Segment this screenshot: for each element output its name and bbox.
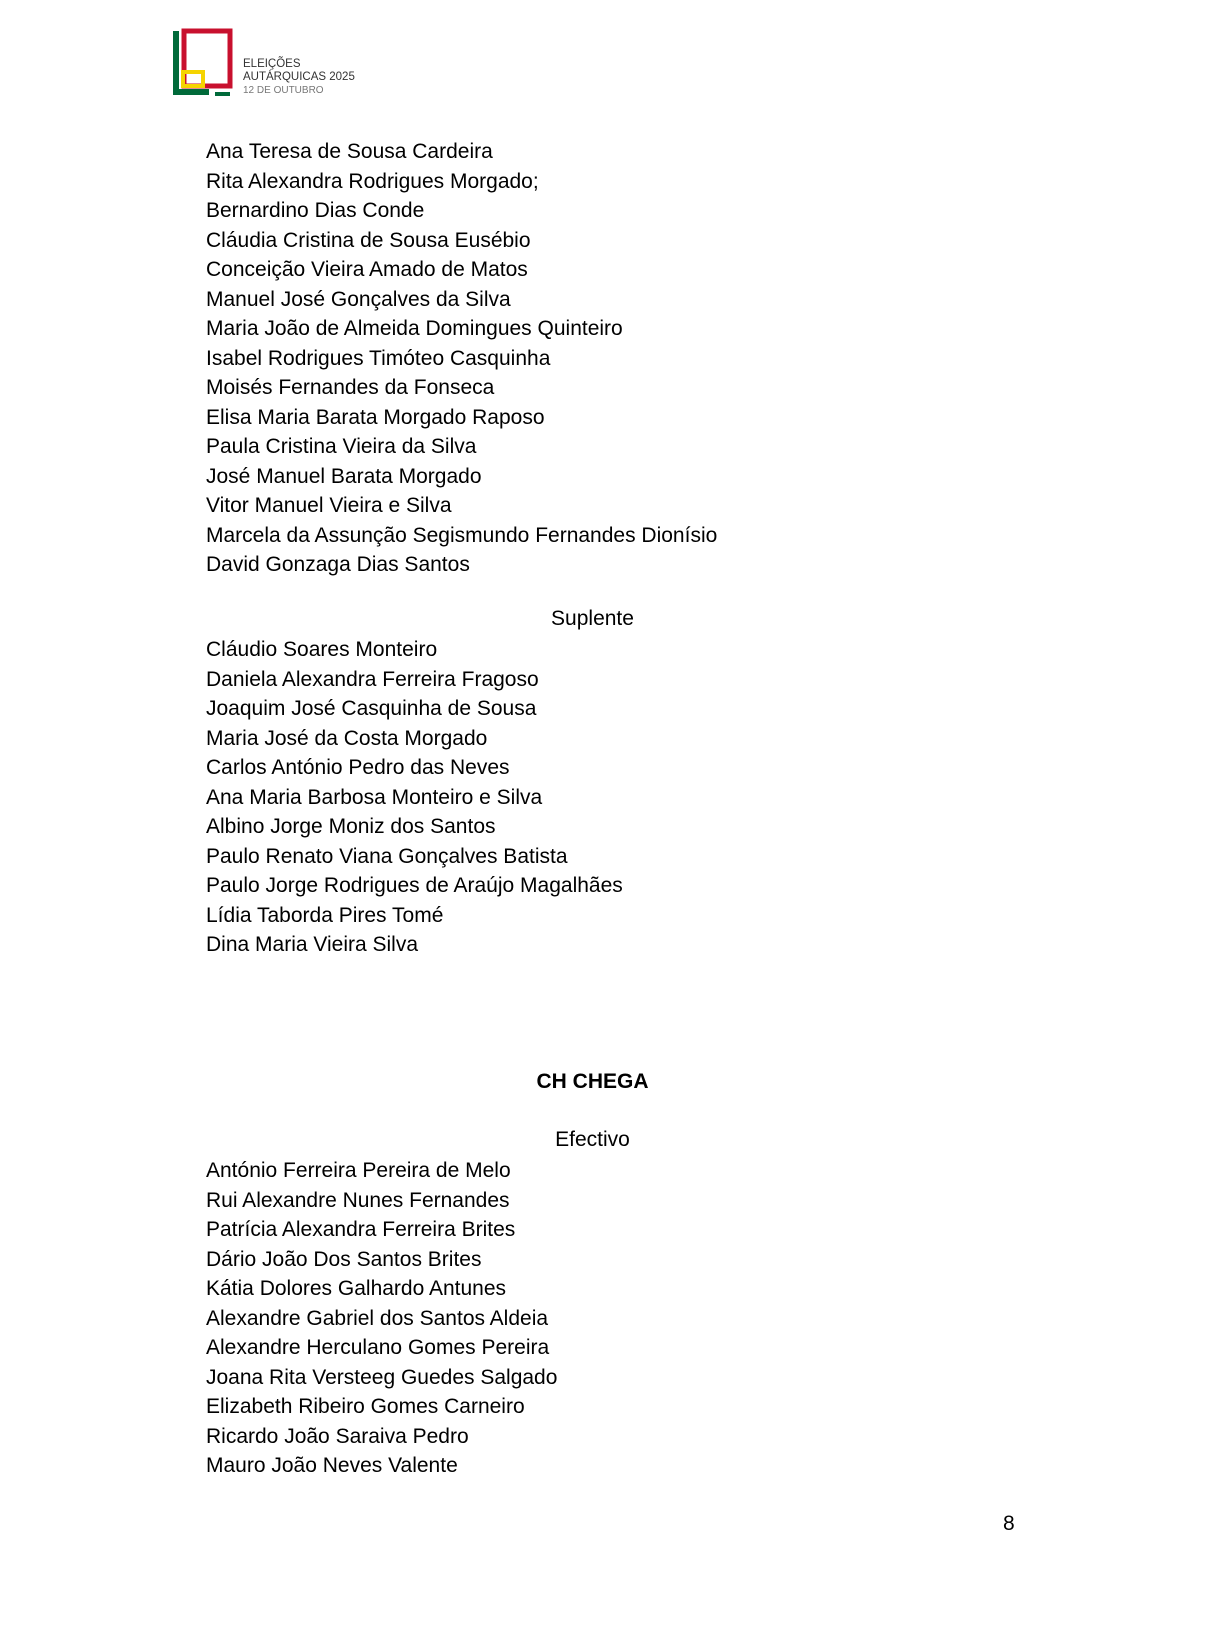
list-item: Ricardo João Saraiva Pedro [206, 1424, 469, 1448]
logo-line-1: ELEIÇÕES [243, 58, 301, 70]
list-item: Ana Teresa de Sousa Cardeira [206, 140, 493, 163]
list-item: David Gonzaga Dias Santos [206, 553, 470, 576]
list-item: Bernardino Dias Conde [206, 199, 425, 222]
list-item: Dina Maria Vieira Silva [206, 933, 419, 956]
list-item: Patrícia Alexandra Ferreira Brites [206, 1218, 516, 1241]
efectivo-candidate-list [206, 1156, 966, 1481]
list-item: Manuel José Gonçalves da Silva [206, 287, 511, 311]
party-heading: CH CHEGA [536, 1070, 649, 1093]
list-item: Ana Maria Barbosa Monteiro e Silva [206, 785, 543, 809]
suplente-heading: Suplente [551, 607, 634, 630]
list-item: Paulo Jorge Rodrigues de Araújo Magalhães [206, 874, 623, 897]
page-number: 8 [1003, 1512, 1015, 1535]
list-item: Albino Jorge Moniz dos Santos [206, 815, 496, 838]
suplente-candidate-list [206, 635, 966, 960]
list-item: Moisés Fernandes da Fonseca [206, 376, 495, 399]
list-item: Paulo Renato Viana Gonçalves Batista [206, 844, 568, 868]
list-item: Joaquim José Casquinha de Sousa [206, 697, 537, 720]
logo-text [243, 58, 355, 97]
list-item: Daniela Alexandra Ferreira Fragoso [206, 667, 539, 691]
list-item: Rita Alexandra Rodrigues Morgado; [206, 169, 539, 193]
list-item: António Ferreira Pereira de Melo [206, 1159, 511, 1182]
list-item: Cláudio Soares Monteiro [206, 638, 438, 661]
list-item: Joana Rita Versteeg Guedes Salgado [206, 1365, 558, 1389]
list-item: Lídia Taborda Pires Tomé [206, 903, 444, 927]
list-item: Vitor Manuel Vieira e Silva [206, 494, 452, 517]
list-item: Maria João de Almeida Domingues Quinteiro [206, 317, 623, 340]
list-item: Conceição Vieira Amado de Matos [206, 258, 528, 281]
list-item: Mauro João Neves Valente [206, 1454, 458, 1477]
list-item: Rui Alexandre Nunes Fernandes [206, 1188, 510, 1212]
list-item: Alexandre Herculano Gomes Pereira [206, 1336, 550, 1359]
logo-line-2: AUTÁRQUICAS 2025 [243, 71, 355, 83]
list-item: Kátia Dolores Galhardo Antunes [206, 1277, 507, 1300]
list-item: Isabel Rodrigues Timóteo Casquinha [206, 346, 551, 370]
list-item: Dário João Dos Santos Brites [206, 1247, 482, 1271]
list-item: Paula Cristina Vieira da Silva [206, 435, 477, 458]
list-item: José Manuel Barata Morgado [206, 464, 482, 488]
list-item: Marcela da Assunção Segismundo Fernandes Dionísio [206, 523, 718, 547]
list-item: Alexandre Gabriel dos Santos Aldeia [206, 1306, 549, 1330]
elections-logo-icon [171, 28, 235, 98]
logo-line-3: 12 DE OUTUBRO [243, 85, 324, 96]
list-item: Carlos António Pedro das Neves [206, 756, 510, 779]
list-item: Elisa Maria Barata Morgado Raposo [206, 405, 545, 429]
list-item: Maria José da Costa Morgado [206, 726, 488, 750]
list-item: Elizabeth Ribeiro Gomes Carneiro [206, 1395, 525, 1418]
list-item: Cláudia Cristina de Sousa Eusébio [206, 228, 531, 252]
continued-candidate-list [206, 137, 966, 580]
efectivo-heading: Efectivo [555, 1128, 630, 1151]
